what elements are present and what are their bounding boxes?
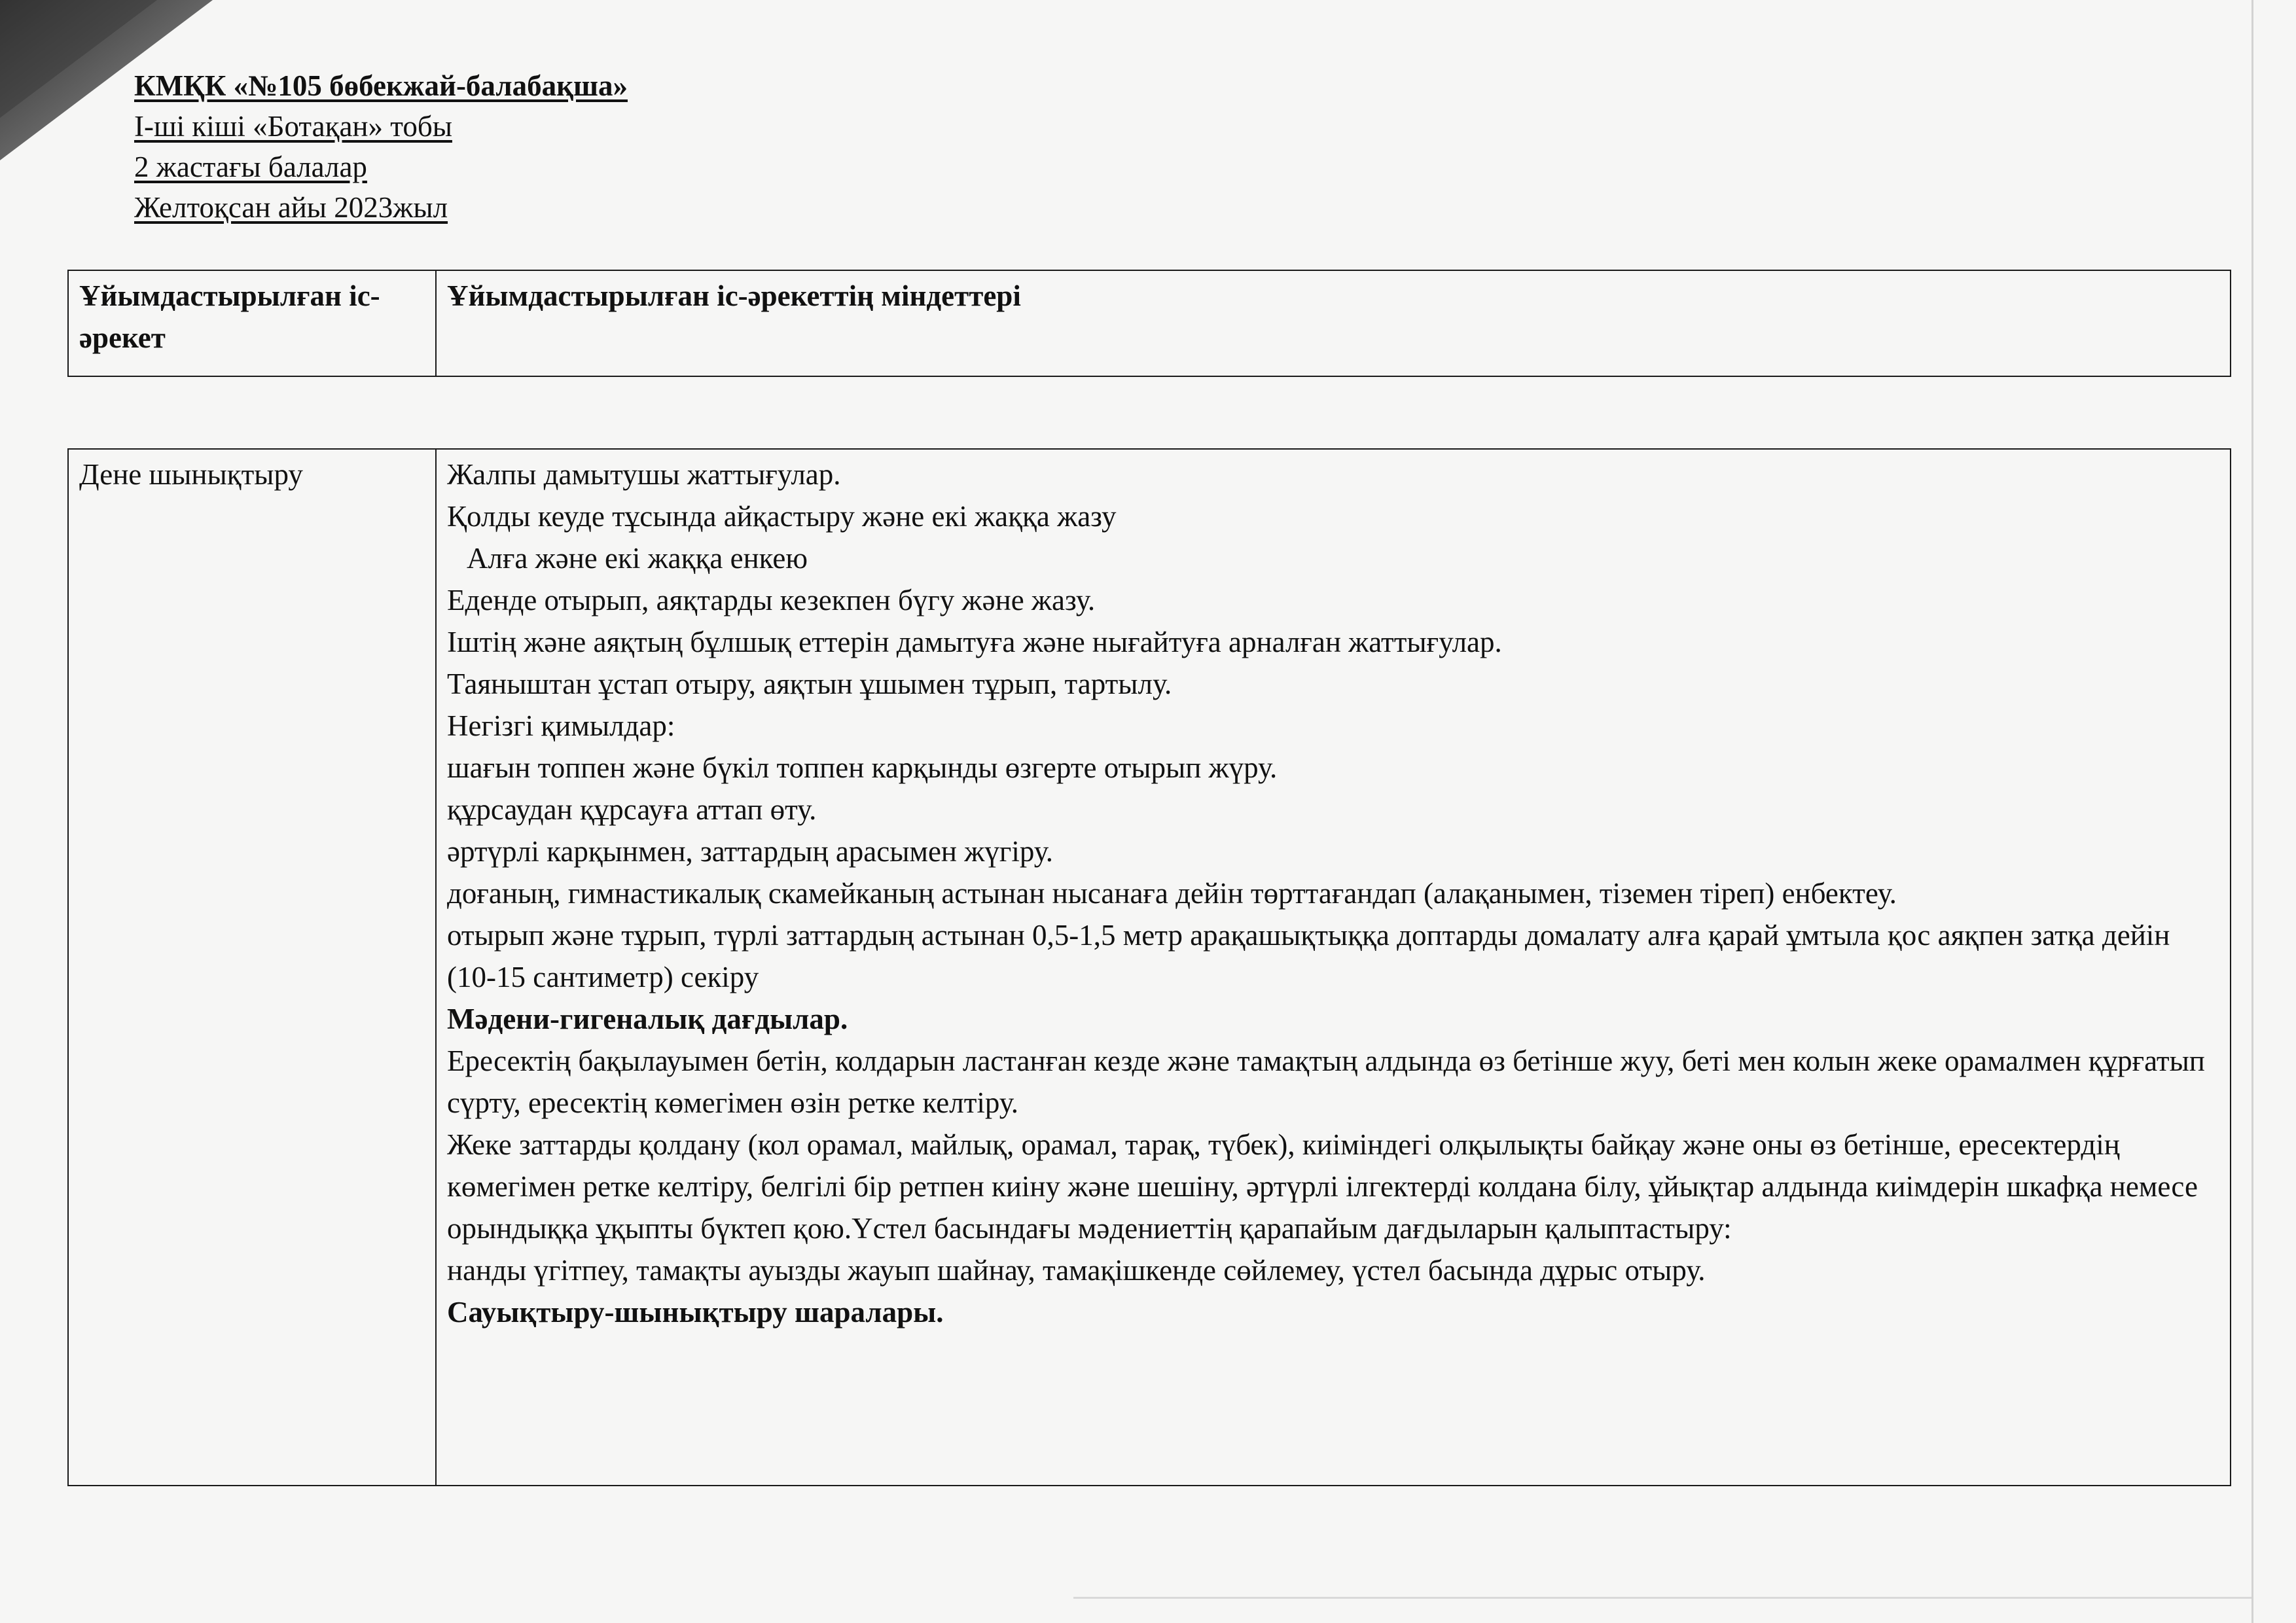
content-line: Алға және екі жаққа енкею xyxy=(467,542,808,575)
content-line: отырып және тұрып, түрлі заттардың астынан 0,5-1,5 метр арақашықтыққа доптарды домалату алға қарай ұмтыла қос аяқпен затқа дейін (10-15 сантиметр) секіру xyxy=(447,919,2170,993)
table-row xyxy=(68,449,2231,1486)
tasks-cell xyxy=(436,449,2231,1486)
content-line: Еденде отырып, аяқтарды кезекпен бүгу және жазу. xyxy=(447,584,1096,616)
content-line: доғаның, гимнастикалық скамейканың астынан нысанаға дейін төрттағандап (алақанымен, тіземен тіреп) енбектеу. xyxy=(447,877,1897,910)
content-line: шағын топпен және бүкіл топпен карқынды өзгерте отырып жүру. xyxy=(447,751,1278,784)
content-line: Ересектің бақылауымен бетін, колдарын ластанған кезде және тамақтың алдында өз бетінше жуу, беті мен колын жеке орамалмен құрғатып сүрту, ересектің көмегімен өзін ретке келтіру. xyxy=(447,1044,2205,1119)
section-heading-hygiene: Мәдени-гигеналық дағдылар. xyxy=(447,1003,848,1035)
sheet-edge-right xyxy=(2251,0,2253,1623)
content-line: құрсаудан құрсауға аттап өту. xyxy=(447,793,817,826)
content-line: Негізгі қимылдар: xyxy=(447,709,675,742)
content-table xyxy=(67,448,2231,1486)
header-table xyxy=(67,270,2231,377)
content-line: әртүрлі карқынмен, заттардың арасымен жүгіру. xyxy=(447,835,1053,868)
organization-name: КМҚК «№105 бөбекжай-балабақша» xyxy=(134,69,628,102)
content-line: Қолды кеуде тұсында айқастыру және екі жаққа жазу xyxy=(447,500,1117,533)
age-group: 2 жастағы балалар xyxy=(134,151,367,183)
content-line: Таяныштан ұстап отыру, аяқтын ұшымен тұрып, тартылу. xyxy=(447,668,1172,700)
group-name: І-ші кіші «Ботақан» тобы xyxy=(134,110,452,143)
document-header xyxy=(134,65,628,228)
period: Желтоқсан айы 2023жыл xyxy=(134,191,448,224)
activity-cell: Дене шынықтыру xyxy=(68,449,436,1486)
content-line: нанды үгітпеу, тамақты ауызды жауып шайнау, тамақішкенде сөйлемеу, үстел басында дұрыс отыру. xyxy=(447,1254,1706,1287)
header-cell-tasks: Ұйымдастырылған іс-әрекеттің міндеттері xyxy=(436,270,2231,376)
content-line: Жалпы дамытушы жаттығулар. xyxy=(447,458,841,491)
header-row xyxy=(68,270,2231,376)
sheet-edge-bottom xyxy=(1073,1597,2251,1599)
content-line: Жеке заттарды қолдану (кол орамал, майлық, орамал, тарақ, түбек), киіміндегі олқылықты байқау және оны өз бетінше, ересектердің көмегімен ретке келтіру, белгілі бір ретпен киіну және шешіну, әртүрлі ілгектерді колдана білу, ұйықтар алдында киімдерін шкафқа немесе орындыққа ұқыпты бүктеп қою.Үстел басындағы мәдениеттің қарапайым дағдыларын қалыптастыру: xyxy=(447,1128,2198,1245)
section-heading-health: Сауықтыру-шынықтыру шаралары. xyxy=(447,1296,944,1329)
content-line: Іштің және аяқтың бұлшық еттерін дамытуға және нығайтуға арналған жаттығулар. xyxy=(447,626,1502,658)
header-cell-activity: Ұйымдастырылған іс-әрекет xyxy=(68,270,436,376)
